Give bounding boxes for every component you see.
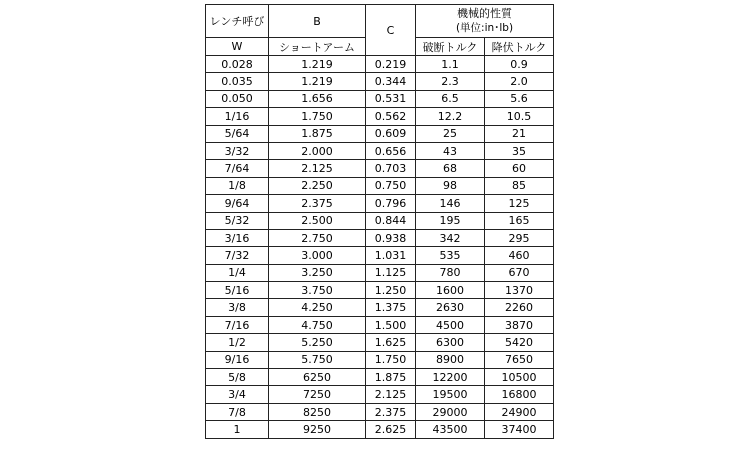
b-cell: 5.250: [269, 334, 366, 351]
c-cell: 0.796: [366, 195, 416, 212]
yield-torque-cell: 2260: [485, 299, 554, 316]
c-cell: 0.750: [366, 177, 416, 194]
yield-torque-cell: 3870: [485, 316, 554, 333]
table-row: [206, 282, 554, 299]
c-cell: 2.625: [366, 421, 416, 438]
c-cell: 0.844: [366, 212, 416, 229]
table-row: [206, 229, 554, 246]
table-row: [206, 403, 554, 420]
breaking-torque-header: 破断トルク: [416, 38, 485, 56]
break-torque-cell: 780: [416, 264, 485, 281]
b-cell: 8250: [269, 403, 366, 420]
c-cell: 0.531: [366, 90, 416, 107]
c-cell: 0.609: [366, 125, 416, 142]
w-cell: 5/8: [206, 369, 269, 386]
break-torque-cell: 195: [416, 212, 485, 229]
break-torque-cell: 1.1: [416, 56, 485, 73]
c-cell: 2.125: [366, 386, 416, 403]
table-row: [206, 56, 554, 73]
w-cell: 1/4: [206, 264, 269, 281]
table-row: [206, 108, 554, 125]
c-cell: 1.875: [366, 369, 416, 386]
break-torque-cell: 12.2: [416, 108, 485, 125]
b-cell: 3.250: [269, 264, 366, 281]
table-row: [206, 369, 554, 386]
w-cell: 3/32: [206, 142, 269, 159]
b-cell: 2.375: [269, 195, 366, 212]
yield-torque-cell: 295: [485, 229, 554, 246]
table-row: [206, 125, 554, 142]
w-cell: 1/8: [206, 177, 269, 194]
w-cell: 1: [206, 421, 269, 438]
c-cell: 1.125: [366, 264, 416, 281]
b-header: B: [269, 5, 366, 38]
mechanical-properties-header: [416, 5, 554, 38]
b-cell: 4.250: [269, 299, 366, 316]
yield-torque-cell: 2.0: [485, 73, 554, 90]
w-cell: 7/64: [206, 160, 269, 177]
w-cell: 0.028: [206, 56, 269, 73]
yield-torque-cell: 10.5: [485, 108, 554, 125]
c-cell: 1.375: [366, 299, 416, 316]
break-torque-cell: 8900: [416, 351, 485, 368]
b-cell: 1.656: [269, 90, 366, 107]
w-header: W: [206, 38, 269, 56]
c-cell: 1.625: [366, 334, 416, 351]
break-torque-cell: 342: [416, 229, 485, 246]
break-torque-cell: 6300: [416, 334, 485, 351]
b-cell: 2.125: [269, 160, 366, 177]
w-cell: 7/32: [206, 247, 269, 264]
break-torque-cell: 146: [416, 195, 485, 212]
yield-torque-cell: 670: [485, 264, 554, 281]
yield-torque-cell: 21: [485, 125, 554, 142]
table-row: [206, 421, 554, 438]
break-torque-cell: 43500: [416, 421, 485, 438]
c-cell: 0.562: [366, 108, 416, 125]
b-cell: 2.500: [269, 212, 366, 229]
table-row: [206, 351, 554, 368]
c-cell: 0.344: [366, 73, 416, 90]
yield-torque-cell: 7650: [485, 351, 554, 368]
mechanical-properties-unit: (単位:in･lb): [455, 22, 514, 34]
w-cell: 5/64: [206, 125, 269, 142]
w-cell: 9/64: [206, 195, 269, 212]
b-cell: 1.219: [269, 56, 366, 73]
c-cell: 2.375: [366, 403, 416, 420]
b-cell: 1.750: [269, 108, 366, 125]
w-cell: 5/32: [206, 212, 269, 229]
yield-torque-cell: 460: [485, 247, 554, 264]
hex-key-spec-table: [205, 4, 554, 439]
b-cell: 7250: [269, 386, 366, 403]
b-cell: 9250: [269, 421, 366, 438]
yield-torque-cell: 24900: [485, 403, 554, 420]
wrench-size-header: レンチ呼び: [206, 5, 269, 38]
w-cell: 7/16: [206, 316, 269, 333]
break-torque-cell: 4500: [416, 316, 485, 333]
break-torque-cell: 19500: [416, 386, 485, 403]
table-row: [206, 195, 554, 212]
break-torque-cell: 68: [416, 160, 485, 177]
w-cell: 1/16: [206, 108, 269, 125]
table-row: [206, 73, 554, 90]
table-row: [206, 142, 554, 159]
c-cell: 0.656: [366, 142, 416, 159]
c-cell: 1.500: [366, 316, 416, 333]
c-cell: 1.750: [366, 351, 416, 368]
table-row: [206, 212, 554, 229]
yield-torque-cell: 10500: [485, 369, 554, 386]
w-cell: 7/8: [206, 403, 269, 420]
table-row: [206, 334, 554, 351]
table-row: [206, 386, 554, 403]
yield-torque-cell: 5420: [485, 334, 554, 351]
break-torque-cell: 12200: [416, 369, 485, 386]
yield-torque-cell: 60: [485, 160, 554, 177]
c-header: C: [366, 5, 416, 56]
c-cell: 1.031: [366, 247, 416, 264]
table-row: [206, 299, 554, 316]
yield-torque-cell: 16800: [485, 386, 554, 403]
break-torque-cell: 43: [416, 142, 485, 159]
short-arm-header: ショートアーム: [269, 38, 366, 56]
c-cell: 1.250: [366, 282, 416, 299]
break-torque-cell: 1600: [416, 282, 485, 299]
b-cell: 3.000: [269, 247, 366, 264]
table-row: [206, 247, 554, 264]
break-torque-cell: 6.5: [416, 90, 485, 107]
yield-torque-cell: 37400: [485, 421, 554, 438]
c-cell: 0.219: [366, 56, 416, 73]
b-cell: 3.750: [269, 282, 366, 299]
c-cell: 0.703: [366, 160, 416, 177]
table-row: [206, 316, 554, 333]
break-torque-cell: 98: [416, 177, 485, 194]
yield-torque-cell: 1370: [485, 282, 554, 299]
break-torque-cell: 535: [416, 247, 485, 264]
header-row-1: [206, 5, 554, 38]
b-cell: 2.000: [269, 142, 366, 159]
yield-torque-cell: 85: [485, 177, 554, 194]
table-row: [206, 90, 554, 107]
table-row: [206, 264, 554, 281]
yield-torque-cell: 5.6: [485, 90, 554, 107]
b-cell: 5.750: [269, 351, 366, 368]
b-cell: 2.250: [269, 177, 366, 194]
break-torque-cell: 25: [416, 125, 485, 142]
break-torque-cell: 2630: [416, 299, 485, 316]
c-cell: 0.938: [366, 229, 416, 246]
mechanical-properties-title: 機械的性質: [457, 7, 512, 20]
b-cell: 1.875: [269, 125, 366, 142]
w-cell: 3/8: [206, 299, 269, 316]
break-torque-cell: 2.3: [416, 73, 485, 90]
w-cell: 3/4: [206, 386, 269, 403]
b-cell: 1.219: [269, 73, 366, 90]
yield-torque-cell: 165: [485, 212, 554, 229]
w-cell: 9/16: [206, 351, 269, 368]
yield-torque-cell: 0.9: [485, 56, 554, 73]
b-cell: 4.750: [269, 316, 366, 333]
break-torque-cell: 29000: [416, 403, 485, 420]
table-row: [206, 160, 554, 177]
table-body: [206, 56, 554, 439]
w-cell: 3/16: [206, 229, 269, 246]
table-row: [206, 177, 554, 194]
w-cell: 0.050: [206, 90, 269, 107]
w-cell: 0.035: [206, 73, 269, 90]
yield-torque-header: 降伏トルク: [485, 38, 554, 56]
w-cell: 1/2: [206, 334, 269, 351]
w-cell: 5/16: [206, 282, 269, 299]
b-cell: 2.750: [269, 229, 366, 246]
b-cell: 6250: [269, 369, 366, 386]
yield-torque-cell: 125: [485, 195, 554, 212]
yield-torque-cell: 35: [485, 142, 554, 159]
